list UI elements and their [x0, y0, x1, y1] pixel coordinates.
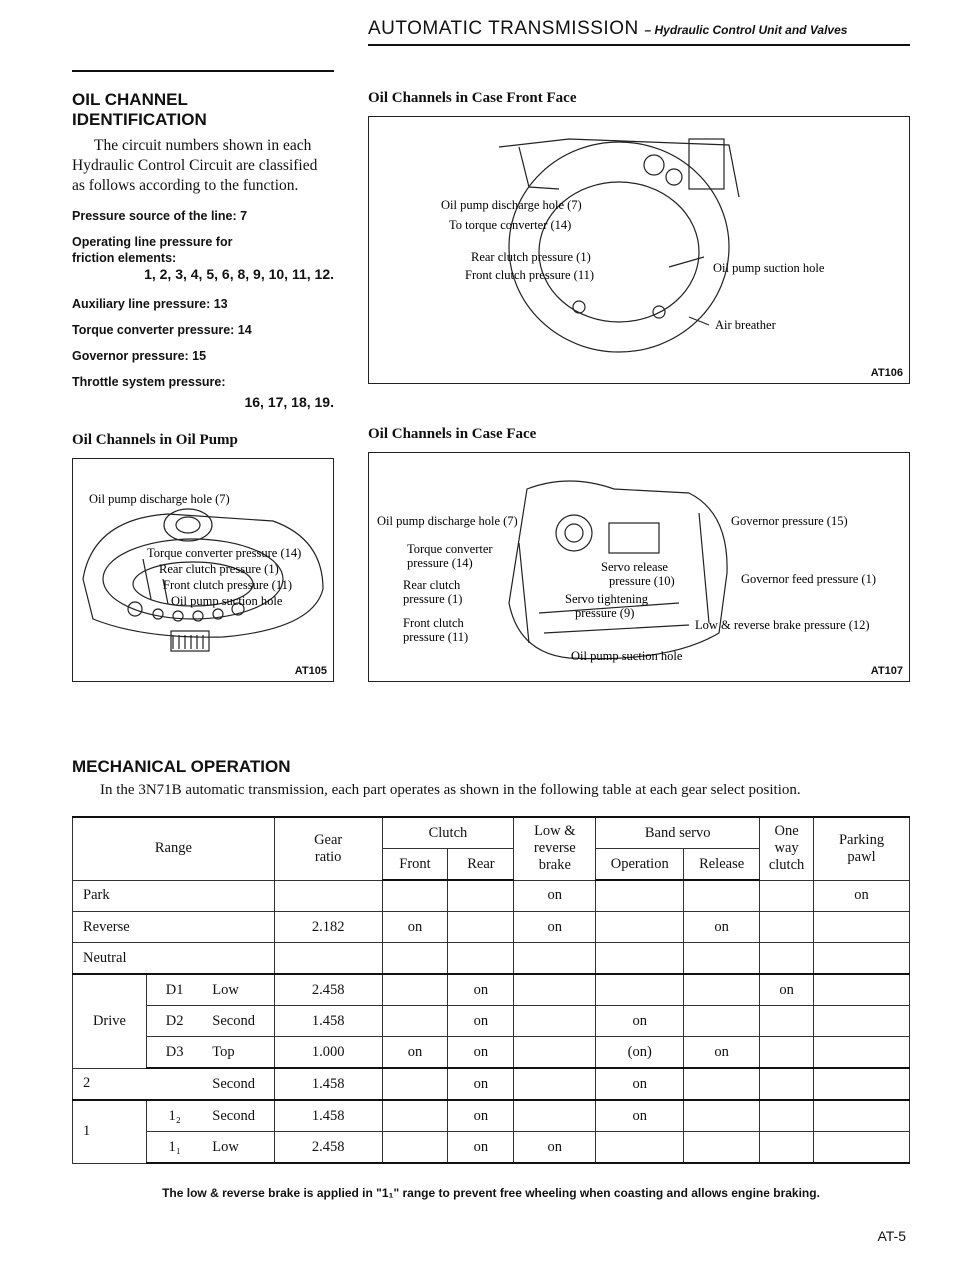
front-label-torque: To torque converter (14) — [449, 218, 572, 232]
cell-parking — [814, 1132, 910, 1164]
cell-ratio: 1.458 — [274, 1100, 382, 1132]
cell-rear — [448, 880, 514, 912]
case-label-low-reverse: Low & reverse brake pressure (12) — [695, 618, 870, 632]
case-label-discharge: Oil pump discharge hole (7) — [377, 514, 518, 528]
item-operating-label — [72, 234, 232, 266]
cell-rear — [448, 943, 514, 975]
th-gear-ratio — [274, 817, 382, 880]
cell-ratio: 1.458 — [274, 1006, 382, 1037]
table-row-1-1 — [73, 1132, 910, 1164]
cell-low: on — [514, 912, 596, 943]
th-front: Front — [382, 849, 448, 881]
header-title: AUTOMATIC TRANSMISSION — [368, 18, 639, 39]
page-number: AT-5 — [877, 1228, 906, 1244]
th-low-l1: Low & — [534, 823, 576, 840]
th-pk-l1: Parking — [838, 831, 885, 848]
case-front-drawing — [369, 117, 909, 383]
cell-operation — [596, 912, 684, 943]
heading-line-1: OIL CHANNEL — [72, 90, 188, 109]
case-label-torque-1: Torque converter — [407, 542, 493, 556]
cell-parking — [814, 1037, 910, 1069]
th-gear-l2: ratio — [314, 848, 342, 865]
front-label-breather: Air breather — [715, 318, 776, 332]
case-label-front-2: pressure (11) — [403, 630, 469, 644]
th-gear-l1: Gear — [314, 831, 343, 848]
cell-range-2: 2 — [73, 1068, 147, 1100]
mechanical-operation-table — [72, 816, 910, 1164]
th-pk-l2: pawl — [847, 848, 876, 865]
cell-ratio — [274, 880, 382, 912]
cell-name: Low — [202, 974, 274, 1006]
cell-low — [514, 1068, 596, 1100]
cell-oneway — [760, 1132, 814, 1164]
fig-case-code: AT107 — [870, 665, 903, 677]
mechanical-intro: In the 3N71B automatic transmission, each part operates as shown in the following table at each gear select position. — [100, 782, 801, 798]
cell-low: on — [514, 880, 596, 912]
case-label-servo-rel-2: pressure (10) — [609, 574, 675, 588]
table-row-1-2 — [73, 1100, 910, 1132]
table-header-row-1 — [73, 817, 910, 849]
cell-low — [514, 1100, 596, 1132]
item-operating-value: 1, 2, 3, 4, 5, 6, 8, 9, 10, 11, 12. — [144, 266, 334, 282]
cell-operation — [596, 974, 684, 1006]
cell-release: on — [684, 1037, 760, 1069]
cell-rear: on — [448, 1100, 514, 1132]
th-ow-l2: way — [774, 840, 799, 857]
pump-label-rear: Rear clutch pressure (1) — [159, 562, 279, 576]
fig-front-caption: Oil Channels in Case Front Face — [368, 90, 577, 106]
cell-front — [382, 974, 448, 1006]
item-governor: Governor pressure: 15 — [72, 349, 207, 363]
cell-oneway — [760, 1100, 814, 1132]
cell-front — [382, 1068, 448, 1100]
oil-pump-drawing — [73, 459, 333, 681]
cell-ratio: 2.458 — [274, 974, 382, 1006]
cell-parking — [814, 912, 910, 943]
case-label-governor-feed: Governor feed pressure (1) — [741, 572, 877, 586]
cell-rear: on — [448, 1068, 514, 1100]
case-label-servo-tight-2: pressure (9) — [575, 606, 635, 620]
item-operating-label-1: Operating line pressure for — [72, 235, 233, 249]
th-clutch: Clutch — [382, 817, 514, 849]
cell-parking — [814, 1006, 910, 1037]
fig-case-front — [368, 116, 910, 384]
case-label-rear-2: pressure (1) — [403, 592, 463, 606]
oil-channel-intro: The circuit numbers shown in each Hydraulic Control Circuit are classified as follows according to the function. — [72, 137, 318, 194]
cell-oneway — [760, 1068, 814, 1100]
th-parking — [814, 817, 910, 880]
pump-label-torque: Torque converter pressure (14) — [147, 546, 302, 560]
pump-label-discharge: Oil pump discharge hole (7) — [89, 492, 230, 506]
header-rule — [368, 44, 910, 46]
cell-rear: on — [448, 1006, 514, 1037]
cell-rear: on — [448, 1037, 514, 1069]
cell-release — [684, 880, 760, 912]
fig-case-face — [368, 452, 910, 682]
th-operation: Operation — [596, 849, 684, 881]
cell-oneway: on — [760, 974, 814, 1006]
cell-ratio — [274, 943, 382, 975]
oil-channel-heading — [72, 90, 207, 130]
th-low-reverse — [514, 817, 596, 880]
cell-low: on — [514, 1132, 596, 1164]
table-row-neutral — [73, 943, 910, 975]
cell-name: Second — [202, 1006, 274, 1037]
heading-line-2: IDENTIFICATION — [72, 110, 207, 129]
cell-range: Neutral — [73, 943, 275, 975]
item-auxiliary: Auxiliary line pressure: 13 — [72, 297, 228, 311]
cell-name: Top — [202, 1037, 274, 1069]
cell-name: Second — [202, 1068, 274, 1100]
cell-operation: (on) — [596, 1037, 684, 1069]
cell-front — [382, 1006, 448, 1037]
case-label-suction: Oil pump suction hole — [571, 649, 683, 663]
cell-rear: on — [448, 1132, 514, 1164]
cell-pos: D3 — [146, 1037, 202, 1069]
cell-pos: 1₁ — [146, 1132, 202, 1164]
th-range — [73, 817, 275, 880]
th-ow-l3: clutch — [768, 857, 805, 874]
cell-release: on — [684, 912, 760, 943]
cell-name: Low — [202, 1132, 274, 1164]
front-label-discharge: Oil pump discharge hole (7) — [441, 198, 582, 212]
case-label-servo-tight-1: Servo tightening — [565, 592, 648, 606]
page-header — [368, 18, 908, 40]
item-operating-label-2: friction elements: — [72, 251, 177, 265]
cell-ratio: 2.182 — [274, 912, 382, 943]
th-low-l3: brake — [538, 857, 571, 874]
cell-front — [382, 1100, 448, 1132]
fig-oil-pump — [72, 458, 334, 682]
cell-low — [514, 1006, 596, 1037]
pump-label-suction: Oil pump suction hole — [171, 594, 283, 608]
case-label-rear-1: Rear clutch — [403, 578, 461, 592]
table-row-2 — [73, 1068, 910, 1100]
cell-rear: on — [448, 974, 514, 1006]
th-one-way — [760, 817, 814, 880]
cell-front: on — [382, 1037, 448, 1069]
cell-parking — [814, 1100, 910, 1132]
cell-range-1: 1 — [73, 1100, 147, 1163]
cell-ratio: 1.000 — [274, 1037, 382, 1069]
cell-release — [684, 1068, 760, 1100]
cell-range-drive: Drive — [73, 974, 147, 1068]
header-subtitle: – Hydraulic Control Unit and Valves — [644, 23, 848, 37]
th-range-label: Range — [154, 840, 192, 857]
cell-rear — [448, 912, 514, 943]
case-label-torque-2: pressure (14) — [407, 556, 473, 570]
item-torque-converter: Torque converter pressure: 14 — [72, 323, 252, 337]
cell-operation: on — [596, 1100, 684, 1132]
th-band-servo: Band servo — [596, 817, 760, 849]
cell-low — [514, 943, 596, 975]
cell-range: Park — [73, 880, 275, 912]
fig-front-code: AT106 — [870, 367, 903, 379]
item-pressure-source: Pressure source of the line: 7 — [72, 209, 248, 223]
cell-oneway — [760, 1006, 814, 1037]
cell-oneway — [760, 1037, 814, 1069]
cell-release — [684, 1132, 760, 1164]
cell-range: Reverse — [73, 912, 275, 943]
cell-pos: D1 — [146, 974, 202, 1006]
cell-operation: on — [596, 1006, 684, 1037]
cell-release — [684, 974, 760, 1006]
cell-operation: on — [596, 1068, 684, 1100]
front-label-front: Front clutch pressure (11) — [465, 268, 595, 282]
cell-release — [684, 1100, 760, 1132]
table-row-d1 — [73, 974, 910, 1006]
table-row-d2 — [73, 1006, 910, 1037]
fig-pump-code: AT105 — [294, 665, 327, 677]
fig-pump-caption: Oil Channels in Oil Pump — [72, 432, 238, 448]
cell-oneway — [760, 912, 814, 943]
cell-release — [684, 1006, 760, 1037]
cell-operation — [596, 880, 684, 912]
cell-parking: on — [814, 880, 910, 912]
front-label-suction: Oil pump suction hole — [713, 261, 825, 275]
item-throttle-value: 16, 17, 18, 19. — [244, 394, 334, 410]
cell-operation — [596, 1132, 684, 1164]
cell-low — [514, 1037, 596, 1069]
cell-ratio: 1.458 — [274, 1068, 382, 1100]
cell-operation — [596, 943, 684, 975]
cell-front — [382, 880, 448, 912]
case-label-servo-rel-1: Servo release — [601, 560, 668, 574]
cell-name: Second — [202, 1100, 274, 1132]
front-label-rear: Rear clutch pressure (1) — [471, 250, 591, 264]
cell-oneway — [760, 880, 814, 912]
th-rear: Rear — [448, 849, 514, 881]
cell-front — [382, 1132, 448, 1164]
item-throttle: Throttle system pressure: — [72, 375, 226, 389]
th-release: Release — [684, 849, 760, 881]
table-footnote: The low & reverse brake is applied in "1₁" range to prevent free wheeling when coasting and allows engine braking. — [162, 1186, 820, 1200]
cell-pos: 1₂ — [146, 1100, 202, 1132]
mechanical-heading: MECHANICAL OPERATION — [72, 757, 291, 776]
cell-parking — [814, 1068, 910, 1100]
cell-release — [684, 943, 760, 975]
case-label-front-1: Front clutch — [403, 616, 464, 630]
cell-oneway — [760, 943, 814, 975]
table-row-d3 — [73, 1037, 910, 1069]
table-row-park — [73, 880, 910, 912]
pump-label-front: Front clutch pressure (11) — [163, 578, 293, 592]
cell-front — [382, 943, 448, 975]
cell-parking — [814, 943, 910, 975]
cell-front: on — [382, 912, 448, 943]
table-row-reverse — [73, 912, 910, 943]
cell-ratio: 2.458 — [274, 1132, 382, 1164]
cell-parking — [814, 974, 910, 1006]
th-low-l2: reverse — [533, 840, 576, 857]
left-rule — [72, 70, 334, 72]
cell-pos — [146, 1068, 202, 1100]
case-face-drawing — [369, 453, 909, 681]
cell-low — [514, 974, 596, 1006]
case-label-governor: Governor pressure (15) — [731, 514, 848, 528]
cell-pos: D2 — [146, 1006, 202, 1037]
th-ow-l1: One — [774, 823, 799, 840]
fig-case-caption: Oil Channels in Case Face — [368, 426, 537, 442]
